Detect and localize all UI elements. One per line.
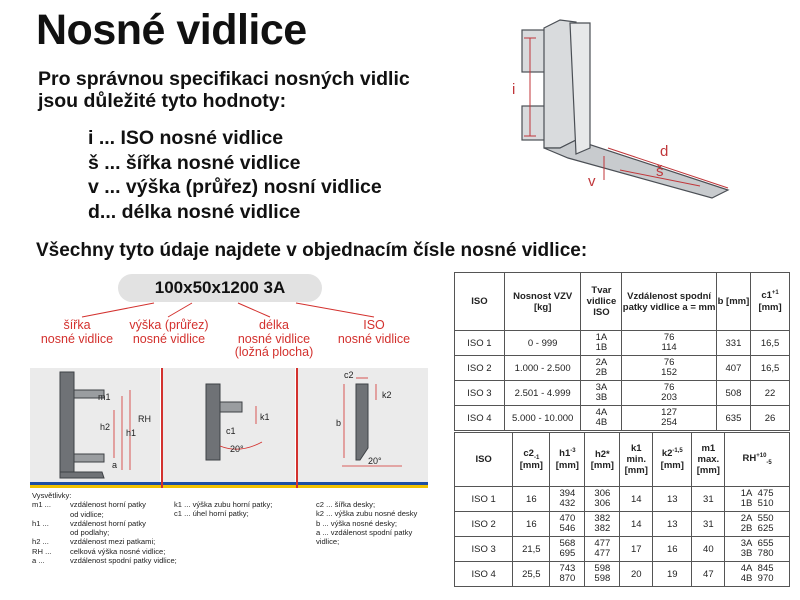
text-table1-rows-1-capacity: 1.000 - 2.500 [504, 356, 581, 381]
text-table2-rows-1-rh_type-0: 2A [740, 512, 753, 524]
page-title: Nosné vidlice [36, 6, 307, 54]
text-table1-rows-2-shapes-0: 3A [595, 381, 608, 393]
text-table2-headers-11: -1,5 [672, 448, 683, 455]
text-table2-rows-0-k1: 14 [620, 487, 653, 512]
text-table1-rows-0-a-1: 114 [661, 342, 677, 353]
diag-label-k2: k2 [382, 390, 392, 400]
text-table2-rows-3-h2-1: 598 [594, 573, 611, 584]
annotation-height [112, 319, 226, 346]
text-table1-rows-2-b: 508 [716, 381, 750, 406]
text-annotations-height-1: nosné vidlice [132, 331, 206, 346]
text-table2-rows-2-rh-1: 780 [757, 548, 774, 559]
text-table1-rows-3-b: 635 [716, 406, 750, 431]
text-table1-rows-0-capacity: 0 - 999 [504, 331, 581, 356]
text-table2-rows-2-h2-0: 477 [594, 537, 611, 549]
text-table1-rows-3-shapes-0: 4A [595, 406, 608, 418]
text-table1-rows-0-shapes-1: 1B [595, 342, 608, 353]
diag-label-h1: h1 [126, 428, 137, 438]
text-table1-headers-4: b [mm] [716, 273, 750, 331]
text-table2-headers-10: k2 [661, 448, 673, 460]
text-table2-headers-15: +10 [756, 452, 767, 459]
text-table2-headers-8: [mm] [590, 459, 614, 471]
text-table2-rows-0-m1: 31 [692, 487, 725, 512]
text-glossary-col3-4: vidlice; [316, 537, 340, 547]
text-table2-rows-1-k2: 13 [653, 512, 692, 537]
text-annotations-iso-1: nosné vidlice [337, 331, 411, 346]
text-table1-rows-2-c1: 22 [751, 381, 790, 406]
text-glossary-col3-1: k2 ... výška zubu nosné desky [316, 509, 418, 519]
text-table2-rows-0-c2: 16 [513, 487, 550, 512]
text-table2-headers-0: ISO [455, 433, 513, 487]
definition-s: š ... šířka nosné vidlice [88, 151, 301, 174]
order-code: 100x50x1200 3A [118, 274, 322, 302]
text-table1-rows-3-shapes-1: 4B [595, 417, 608, 428]
fork-label-s: š [656, 163, 664, 180]
definition-d: d... délka nosné vidlice [88, 200, 301, 223]
text-glossary-col2-1: c1 ... úhel horní patky; [174, 509, 249, 519]
text-table1-headers-7: [mm] [758, 301, 782, 313]
text-table2-rows-1-rh-0: 550 [757, 512, 774, 524]
text-table1-rows-1-a-1: 152 [661, 367, 678, 378]
diag-label-k1: k1 [260, 412, 270, 422]
text-table2-rows-3-h2-0: 598 [594, 562, 611, 574]
text-table2-headers-6: [mm] [555, 459, 579, 471]
text-table2-rows-1-rh_type-1: 2B [740, 523, 753, 534]
text-table2-rows-2-h1-0: 568 [559, 537, 576, 549]
text-glossary-col1-6-v: vzdálenost spodní patky vidlice; [70, 556, 177, 566]
text-table2-rows-3-m1: 47 [692, 562, 725, 587]
text-table2-rows-3-rh-1: 970 [757, 573, 774, 584]
text-table2-headers-5: -3 [570, 448, 576, 455]
text-table1-rows-0-c1: 16,5 [751, 331, 790, 356]
text-table1-rows-0-shapes-0: 1A [595, 331, 608, 343]
text-table2-headers-1: c2 [523, 447, 534, 459]
fork-drawing [500, 8, 770, 203]
text-glossary-col1-5-k: RH ... [32, 546, 52, 556]
text-table2-rows-1-rh-1: 625 [757, 523, 774, 534]
text-table2-headers-12: [mm] [660, 459, 684, 471]
text-glossary-col1-0-v: vzdálenost horní patky [70, 500, 146, 510]
text-table2-rows-1-m1: 31 [692, 512, 725, 537]
text-table1-rows-1-iso: ISO 2 [455, 356, 505, 381]
text-table2-rows-0-rh_type-0: 1A [740, 487, 753, 499]
text-table1-rows-2-a-1: 203 [661, 392, 678, 403]
table-row [455, 537, 790, 562]
annotation-length [220, 319, 328, 360]
text-annotations-width-1: nosné vidlice [40, 331, 114, 346]
text-table1-rows-3-capacity: 5.000 - 10.000 [504, 406, 581, 431]
table-row [455, 406, 790, 431]
text-table2-rows-1-c2: 16 [513, 512, 550, 537]
diag-label-b: b [336, 418, 342, 428]
definition-i: i ... ISO nosné vidlice [88, 127, 284, 149]
text-table2-rows-3-iso: ISO 4 [455, 562, 513, 587]
text-table2-rows-3-h1-1: 870 [559, 573, 576, 584]
glossary-col-1 [32, 491, 182, 565]
text-table2-rows-0-h1-1: 432 [559, 498, 576, 509]
text-glossary-col1-3-k [32, 528, 70, 537]
text-annotations-length-0: délka [259, 318, 289, 332]
diag-label-m1: m1 [98, 392, 111, 402]
text-table2-rows-1-k1: 14 [620, 512, 653, 537]
text-table2-rows-0-rh-0: 475 [757, 487, 774, 499]
text-glossary-col1-3-v: od podlahy; [70, 528, 110, 538]
text-glossary-col1-4-v: vzdálenost mezi patkami; [70, 537, 156, 547]
diag-label-c1: c1 [226, 426, 236, 436]
text-glossary-col1-0-k: m1 ... [32, 500, 51, 510]
text-table1-headers-2: Tvar vidlice ISO [581, 273, 622, 331]
text-table2-rows-2-k2: 16 [653, 537, 692, 562]
text-table2-rows-3-k2: 19 [653, 562, 692, 587]
text-table1-rows-3-c1: 26 [751, 406, 790, 431]
text-glossary-col1-1-v: od vidlice; [70, 509, 104, 519]
text-table2-headers-7: h2* [594, 448, 610, 460]
text-table1-rows-1-shapes-0: 2A [595, 356, 608, 368]
diag-label-a: a [112, 460, 118, 470]
text-table2-rows-1-h2-0: 382 [594, 512, 611, 524]
text-table2-rows-2-iso: ISO 3 [455, 537, 513, 562]
text-glossary-col1-4-k: h2 ... [32, 537, 49, 547]
text-table2-rows-0-h2-0: 306 [594, 487, 611, 499]
fork-label-v: v [588, 173, 596, 190]
text-table2-rows-3-rh-0: 845 [757, 562, 774, 574]
text-annotations-height-0: výška (průřez) [129, 318, 209, 332]
diag-label-angle2: 20° [368, 456, 382, 466]
text-table2-rows-1-iso: ISO 2 [455, 512, 513, 537]
table-row [455, 562, 790, 587]
text-table2-rows-2-rh-0: 655 [757, 537, 774, 549]
table-row [455, 487, 790, 512]
text-table1-rows-0-a-0: 76 [663, 331, 675, 343]
text-table2-rows-2-h1-1: 695 [559, 548, 576, 559]
text-table1-rows-3-iso: ISO 4 [455, 406, 505, 431]
text-table1-rows-3-a-0: 127 [661, 406, 678, 418]
text-table2-rows-3-c2: 25,5 [513, 562, 550, 587]
text-table2-rows-0-h1-0: 394 [559, 487, 576, 499]
table-row [455, 381, 790, 406]
iso-table-1 [454, 272, 790, 431]
diagram-drawings [30, 368, 428, 482]
text-table2-rows-2-h2-1: 477 [594, 548, 611, 559]
iso-table-2 [454, 432, 790, 587]
text-glossary-col1-2-k: h1 ... [32, 518, 49, 528]
text-table2-rows-2-m1: 40 [692, 537, 725, 562]
text-table1-rows-1-b: 407 [716, 356, 750, 381]
fork-label-i: i [512, 81, 516, 98]
text-table1-rows-2-shapes-1: 3B [595, 392, 608, 403]
text-table2-headers-4: h1 [559, 448, 571, 460]
text-annotations-iso-0: ISO [363, 318, 385, 332]
glossary-col-2 [174, 500, 304, 519]
text-table2-rows-3-rh_type-0: 4A [740, 562, 753, 574]
yellow-stripe [30, 485, 428, 488]
text-glossary-col1-6-k: a ... [32, 556, 45, 566]
text-table1-headers-3: Vzdálenost spodní patky vidlice a = mm [622, 273, 716, 331]
text-table2-rows-1-h1-1: 546 [559, 523, 576, 534]
text-table2-rows-3-k1: 20 [620, 562, 653, 587]
text-table1-rows-0-b: 331 [716, 331, 750, 356]
text-table1-rows-3-a-1: 254 [661, 417, 678, 428]
text-glossary-col2-0: k1 ... výška zubu horní patky; [174, 500, 273, 509]
text-table1-headers-6: +1 [771, 290, 779, 297]
text-annotations-width-0: šířka [63, 318, 91, 332]
text-glossary-col1-1-k [32, 510, 70, 519]
diag-label-rh: RH [138, 414, 151, 424]
text-table2-rows-3-h1-0: 743 [559, 562, 576, 574]
text-table1-rows-1-c1: 16,5 [751, 356, 790, 381]
diag-label-h2: h2 [100, 422, 111, 432]
fork-label-d: d [660, 143, 669, 160]
text-glossary-col1-5-v: celková výška nosné vidlice; [70, 546, 166, 556]
text-table2-rows-1-h1-0: 470 [559, 512, 576, 524]
text-table1-rows-1-a-0: 76 [663, 356, 675, 368]
code-callouts [0, 0, 420, 370]
text-table1-rows-2-iso: ISO 3 [455, 381, 505, 406]
text-table2-rows-2-rh_type-0: 3A [740, 537, 753, 549]
diag-label-angle1: 20° [230, 444, 244, 454]
annotation-iso [320, 319, 428, 346]
text-table2-rows-2-c2: 21,5 [513, 537, 550, 562]
text-glossary-col3-0: c2 ... šířka desky; [316, 500, 376, 509]
text-table2-rows-3-rh_type-1: 4B [740, 573, 753, 584]
table-row [455, 331, 790, 356]
subheading: Všechny tyto údaje najdete v objednacím čísle nosné vidlice: [36, 240, 588, 261]
text-annotations-length-1: nosné vidlice [237, 331, 311, 346]
text-table2-rows-0-h2-1: 306 [594, 498, 611, 509]
text-table1-headers-0: ISO [455, 273, 505, 331]
text-glossary-col3-3: a ... vzdálenost spodní patky [316, 527, 413, 537]
fork-blade [544, 140, 728, 198]
text-table2-rows-0-iso: ISO 1 [455, 487, 513, 512]
text-annotations-length-2: (ložná plocha) [234, 345, 314, 359]
intro-line-2: jsou důležité tyto hodnoty: [38, 90, 287, 112]
text-table1-rows-2-capacity: 2.501 - 4.999 [504, 381, 581, 406]
text-table1-rows-2-a-0: 76 [663, 381, 675, 393]
text-table1-rows-1-shapes-1: 2B [595, 367, 608, 378]
table-row [455, 512, 790, 537]
text-table2-rows-2-k1: 17 [620, 537, 653, 562]
text-table2-rows-0-k2: 13 [653, 487, 692, 512]
text-table2-rows-2-rh_type-1: 3B [740, 548, 753, 559]
text-glossary-col3-2: b ... výška nosné desky; [316, 518, 398, 528]
definition-v: v ... výška (průřez) nosní vidlice [88, 176, 382, 198]
diag-label-c2: c2 [344, 370, 354, 380]
text-table2-headers-13: m1 max. [mm] [692, 433, 725, 487]
text-table2-headers-16: -5 [766, 460, 772, 467]
text-table2-headers-9: k1 min. [mm] [620, 433, 653, 487]
table-row [455, 356, 790, 381]
text-table2-rows-0-rh_type-1: 1B [740, 498, 753, 509]
text-table2-rows-0-rh-1: 510 [757, 498, 774, 509]
text-table2-headers-14: RH [742, 453, 757, 465]
text-table2-headers-3: [mm] [519, 460, 543, 472]
glossary-heading: Vysvětlivky: [32, 491, 72, 500]
text-table2-rows-1-h2-1: 382 [594, 523, 611, 534]
text-table2-headers-2: -1 [533, 454, 540, 461]
text-glossary-col1-2-v: vzdálenost horní patky [70, 518, 146, 528]
text-table1-rows-0-iso: ISO 1 [455, 331, 505, 356]
glossary-col-3 [316, 500, 434, 546]
text-table1-headers-5: c1 [761, 290, 772, 302]
text-table1-headers-1: Nosnost VZV [kg] [504, 273, 581, 331]
intro-line-1: Pro správnou specifikaci nosných vidlic [38, 68, 410, 90]
